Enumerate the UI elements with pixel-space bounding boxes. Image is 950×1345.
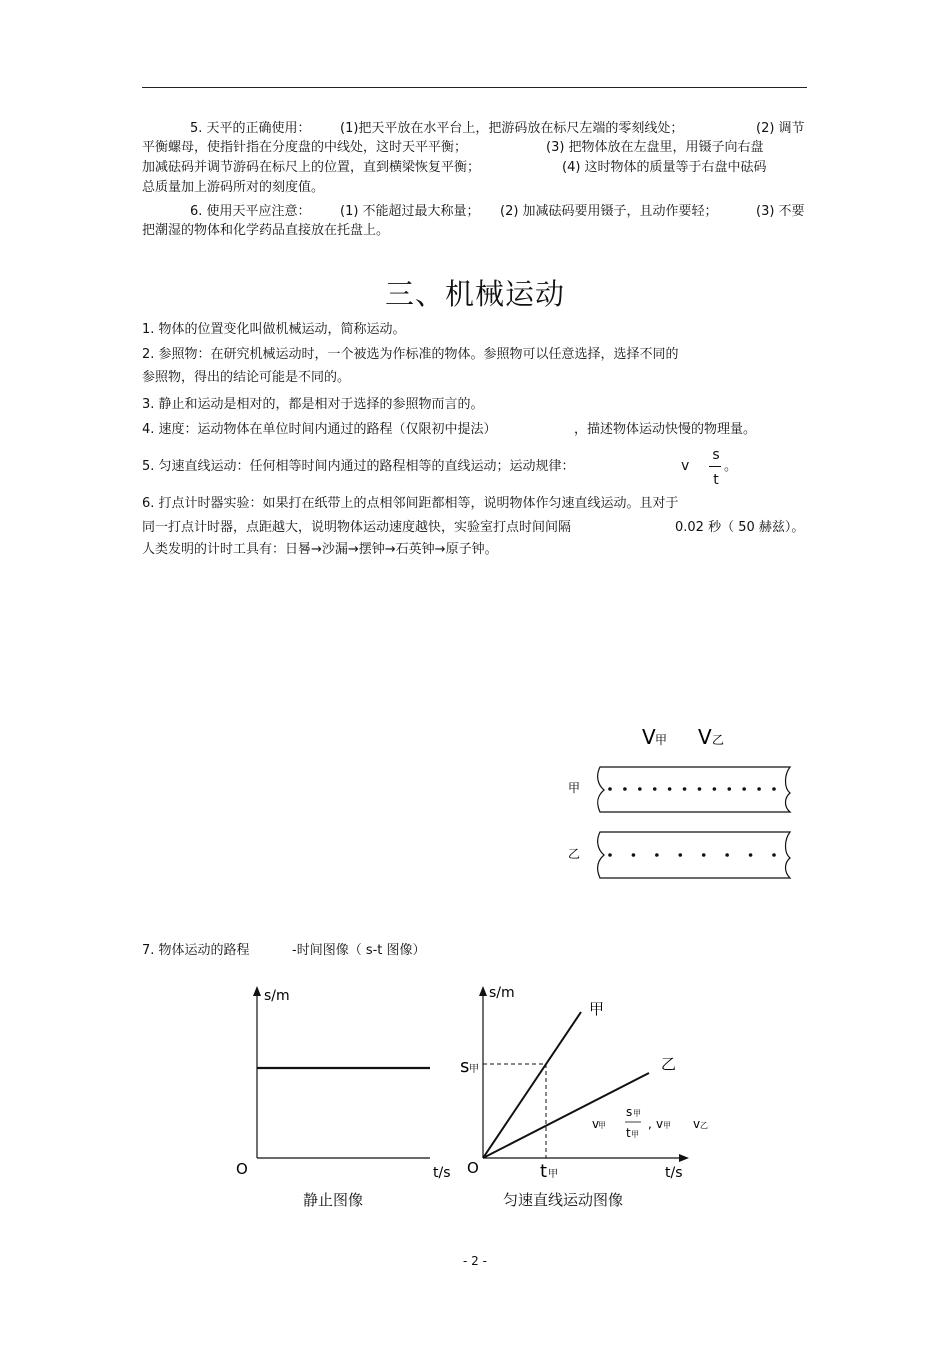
uniform-motion-st-graph: [455, 980, 715, 1185]
v-jia-2: v: [656, 1117, 664, 1131]
tape-dot: [702, 853, 706, 857]
section-title: 三、机械运动: [384, 277, 565, 311]
tape-yi: [598, 832, 790, 878]
v-yi-sub: 乙: [700, 1121, 708, 1130]
point-2-line2: 参照物，得出的结论可能是不同的。: [142, 370, 351, 385]
tape-jia-dots: [608, 787, 776, 791]
tape-dot: [757, 787, 761, 791]
item6-line1-d: (3) 不要: [756, 204, 805, 219]
formula-numerator: s: [712, 447, 720, 463]
formula-v: v: [681, 458, 690, 474]
tape-dot: [713, 787, 717, 791]
graph2-y-arrow: [479, 986, 487, 996]
v-yi-label: V: [698, 725, 712, 749]
frac-t: t: [626, 1126, 631, 1140]
v-yi-subscript: 乙: [712, 733, 725, 747]
item5-line4: 总质量加上游码所对的刻度值。: [142, 180, 325, 195]
point-4-b: ，描述物体运动快慢的物理量。: [574, 422, 757, 437]
point-7-b: -时间图像（ s-t 图像）: [292, 943, 426, 958]
item6-line1-a: 6. 使用天平应注意：: [190, 204, 311, 219]
line-yi: [483, 1073, 649, 1158]
v-jia-2-sub: 甲: [663, 1121, 671, 1130]
tape-dot: [623, 787, 627, 791]
point-7-a: 7. 物体运动的路程: [142, 943, 250, 958]
static-st-graph: [230, 980, 460, 1180]
header-rule: [142, 87, 807, 88]
item5-line2-a: 平衡螺母，使指针指在分度盘的中线处，这时天平平衡；: [142, 140, 468, 155]
graph1-origin: O: [236, 1160, 248, 1178]
point-6-line3: 人类发明的计时工具有：日晷→沙漏→摆钟→石英钟→原子钟。: [142, 542, 498, 557]
tape-jia-label: 甲: [568, 781, 581, 795]
tape-dot: [772, 853, 776, 857]
graph1-caption: 静止图像: [303, 1191, 364, 1209]
graph1-xlabel: t/s: [433, 1165, 451, 1180]
paper-tape-figure: [560, 720, 810, 890]
tape-yi-label: 乙: [568, 847, 581, 861]
frac-s: s: [626, 1105, 633, 1119]
tape-dot: [727, 787, 731, 791]
graph1-ylabel: s/m: [264, 988, 290, 1004]
graph2-caption: 匀速直线运动图像: [503, 1191, 624, 1209]
line-yi-label: 乙: [661, 1055, 677, 1073]
tape-dot: [632, 853, 636, 857]
page-number: - 2 -: [463, 1254, 487, 1268]
s-jia-label: s: [460, 1056, 470, 1077]
tape-dot: [742, 787, 746, 791]
tape-dot: [749, 853, 753, 857]
item5-line3-a: 加减砝码并调节游码在标尺上的位置，直到横梁恢复平衡；: [142, 160, 481, 175]
point-5: 5. 匀速直线运动：任何相等时间内通过的路程相等的直线运动；运动规律：: [142, 459, 575, 474]
item6-line2: 把潮湿的物体和化学药品直接放在托盘上。: [142, 223, 390, 238]
tape-dot: [638, 787, 642, 791]
tape-yi-dots: [608, 853, 776, 857]
item5-line1-c: (2) 调节: [756, 121, 805, 136]
tape-dot: [608, 853, 612, 857]
comma: ,: [648, 1117, 652, 1131]
graph2-xlabel: t/s: [665, 1165, 683, 1181]
graph2-origin: O: [467, 1159, 479, 1177]
line-jia-label: 甲: [589, 1000, 605, 1018]
graph1-y-arrow: [253, 986, 261, 996]
tape-dot: [608, 787, 612, 791]
item5-line2-b: (3) 把物体放在左盘里，用镊子向右盘: [546, 140, 764, 155]
t-jia-sub: 甲: [548, 1169, 558, 1180]
point-3: 3. 静止和运动是相对的，都是相对于选择的参照物而言的。: [142, 397, 484, 412]
v-jia-sub: 甲: [598, 1121, 606, 1130]
formula-fraction-bar: [709, 466, 721, 467]
v-jia-label: V: [642, 725, 656, 749]
point-2-line1: 2. 参照物：在研究机械运动时，一个被选为作标准的物体。参照物可以任意选择，选择不同的: [142, 347, 679, 362]
item5-line3-b: (4) 这时物体的质量等于右盘中砝码: [562, 160, 767, 175]
tape-dot: [655, 853, 659, 857]
graph2-ylabel: s/m: [489, 985, 515, 1001]
tape-dot: [772, 787, 776, 791]
frac-s-sub: 甲: [633, 1109, 641, 1118]
tape-dot: [725, 853, 729, 857]
item5-line1-a: 5. 天平的正确使用：: [190, 121, 311, 136]
tape-dot: [683, 787, 687, 791]
tape-dot: [698, 787, 702, 791]
point-6-line2: 同一打点计时器，点距越大，说明物体运动速度越快，实验室打点时间间隔: [142, 520, 572, 535]
v-jia: v: [592, 1117, 600, 1131]
tape-dot: [653, 787, 657, 791]
formula-denominator: t: [713, 472, 719, 488]
item6-line1-b: (1) 不能超过最大称量；: [340, 204, 480, 219]
tape-dot: [668, 787, 672, 791]
formula-end: 。: [724, 459, 738, 474]
point-6-line1: 6. 打点计时器实验：如果打在纸带上的点相邻间距都相等，说明物体作匀速直线运动。且对于: [142, 496, 679, 511]
s-jia-sub: 甲: [469, 1064, 479, 1075]
v-yi: v: [693, 1117, 701, 1131]
line-jia: [483, 1012, 581, 1158]
point-4-a: 4. 速度：运动物体在单位时间内通过的路程（仅限初中提法）: [142, 422, 497, 437]
item5-line1-b: (1)把天平放在水平台上，把游码放在标尺左端的零刻线处；: [340, 121, 684, 136]
t-jia-label: t: [540, 1161, 548, 1182]
frac-t-sub: 甲: [631, 1130, 639, 1139]
item6-line1-c: (2) 加减砝码要用镊子，且动作要轻；: [500, 204, 718, 219]
point-1: 1. 物体的位置变化叫做机械运动，简称运动。: [142, 322, 406, 337]
v-jia-subscript: 甲: [655, 733, 668, 747]
point-6-interval: 0.02 秒（ 50 赫兹）。: [675, 520, 805, 535]
graph2-x-arrow: [679, 1154, 689, 1162]
tape-dot: [678, 853, 682, 857]
